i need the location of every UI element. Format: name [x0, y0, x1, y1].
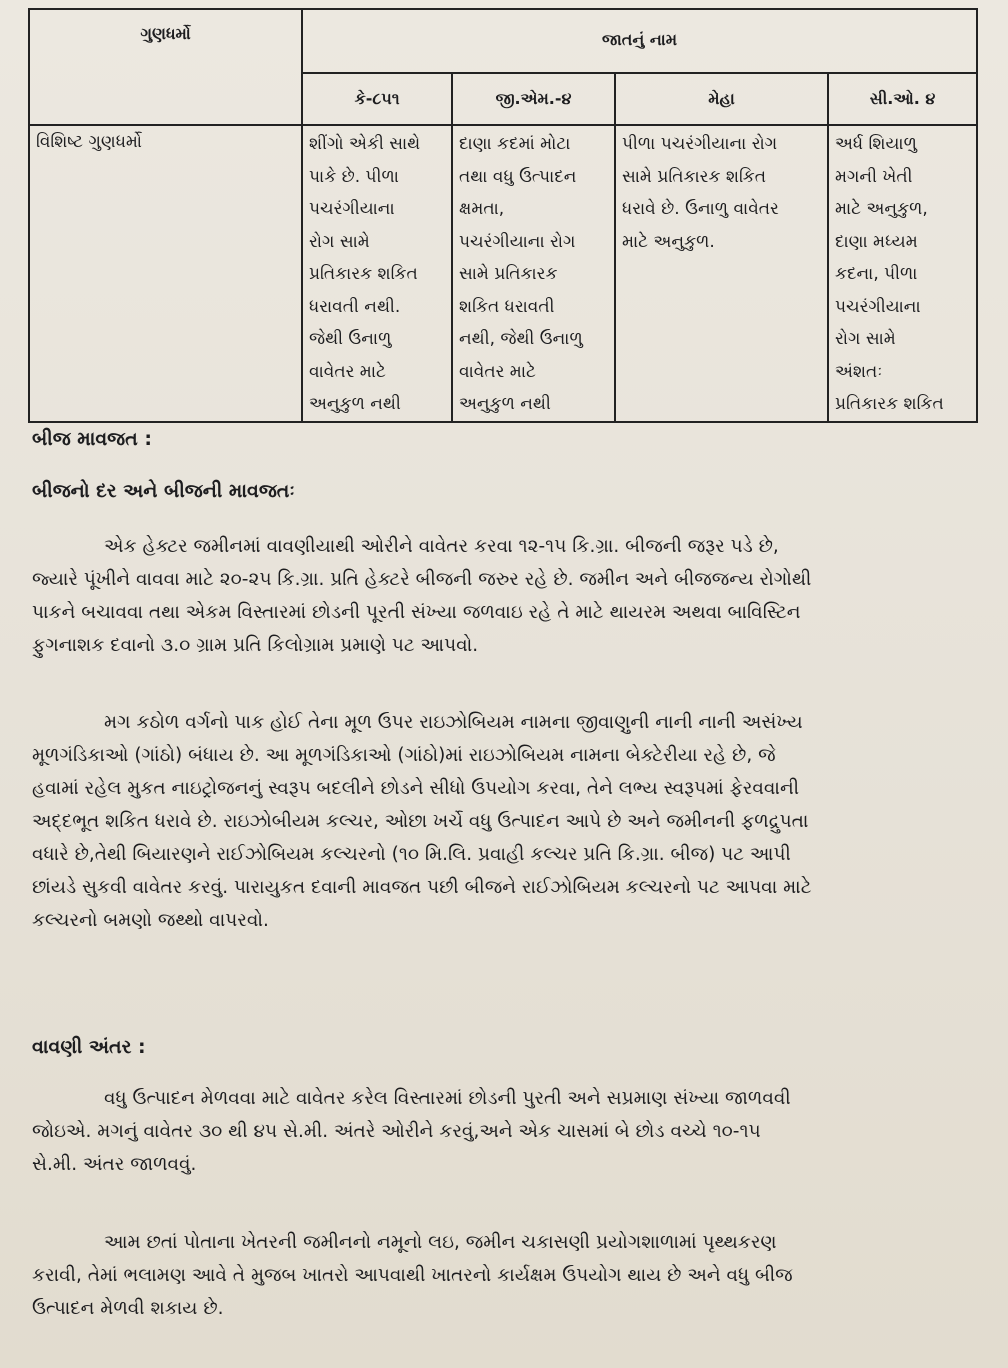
cell-line: નથી, જેથી ઉનાળુ: [459, 329, 583, 349]
paragraph-line: સે.મી. અંતર જાળવવું.: [32, 1154, 197, 1175]
cell-line: પાકે છે. પીળા: [309, 166, 399, 187]
cell-line: પચરંગીયાના: [309, 199, 395, 219]
paragraph-line: વધારે છે,તેથી બિયારણને રાઈઝોબિયમ કલ્ચરનો (૧૦ મિ.લિ. પ્રવાહી કલ્ચર પ્રતિ કિ.ગ્રા. બીજ) પટ આપી: [32, 844, 791, 865]
cell-line: અનુકુળ નથી: [459, 394, 551, 414]
cell-line: અર્ધ શિયાળુ: [835, 134, 917, 154]
paragraph-line: મૂળગંડિકાઓ (ગાંઠો) બંધાય છે. આ મૂળગંડિકાઓ (ગાંઠો)માં રાઇઝોબિયમ નામના બેક્ટેરીયા રહે છે, જે: [32, 745, 776, 766]
variety-cell: [615, 125, 828, 422]
cell-line: માટે અનુકુળ.: [622, 231, 715, 252]
cell-line: વાવેતર માટે: [309, 361, 386, 382]
variety-header: કે-૮૫૧: [302, 73, 452, 125]
cell-line: મગની ખેતી: [835, 166, 913, 187]
cell-line: સામે પ્રતિકારક શકિત: [622, 166, 767, 187]
paragraph-line: કરાવી, તેમાં ભલામણ આવે તે મુજબ ખાતરો આપવાથી ખાતરનો કાર્યક્ષમ ઉપયોગ થાય છે અને વધુ બીજ: [32, 1265, 793, 1286]
section-heading-seed-treatment: બીજ માવજત :: [32, 428, 152, 450]
variety-cell: [302, 125, 452, 422]
paragraph-line: વધુ ઉત્પાદન મેળવવા માટે વાવેતર કરેલ વિસ્તારમાં છોડની પુરતી અને સપ્રમાણ સંખ્યા જાળવવી: [104, 1088, 791, 1109]
cell-line: જેથી ઉનાળુ: [309, 329, 392, 349]
paragraph-line: ફુગનાશક દવાનો ૩.૦ ગ્રામ પ્રતિ કિલોગ્રામ પ્રમાણે પટ આપવો.: [32, 635, 479, 656]
variety-cell: [828, 125, 977, 422]
paragraph-line: છાંયડે સુકવી વાવેતર કરવું. પારાયુકત દવાની માવજત પછી બીજને રાઈઝોબિયમ કલ્ચરનો પટ આપવા માટે: [32, 877, 812, 898]
cell-line: સામે પ્રતિકારક: [459, 264, 558, 284]
variety-cell: [452, 125, 615, 422]
paragraph-line: કલ્ચરનો બમણો જથ્થો વાપરવો.: [32, 910, 269, 931]
row-label: વિશિષ્ટ ગુણધર્મો: [36, 132, 142, 152]
variety-table: [28, 8, 978, 423]
paragraph-rhizobium: [32, 706, 980, 937]
paragraph-line: હવામાં રહેલ મુકત નાઇટ્રોજનનું સ્વરૂપ બદલીને છોડને સીધો ઉપયોગ કરવા, તેને લભ્ય સ્વરૂપમાં ફેરવવાની: [32, 778, 800, 799]
paragraph-seed-rate: [32, 530, 980, 662]
paragraph-line: અદ્દભૂત શકિત ધરાવે છે. રાઇઝોબીયમ કલ્ચર, ઓછા ખર્ચે વધુ ઉત્પાદન આપે છે અને જમીનની ફળદ્રુપતા: [32, 811, 809, 832]
paragraph-line: મગ કઠોળ વર્ગનો પાક હોઈ તેના મૂળ ઉપર રાઇઝોબિયમ નામના જીવાણુની નાની નાની અસંખ્ય: [104, 712, 803, 733]
cell-line: રોગ સામે: [309, 231, 370, 252]
paragraph-line: જ્યારે પૂંખીને વાવવા માટે ૨૦-૨૫ કિ.ગ્રા. પ્રતિ હેક્ટરે બીજની જરુર રહે છે. જમીન અને બીજજન્ય રોગોથી: [32, 569, 812, 590]
header-property: ગુણધર્મો: [29, 9, 302, 125]
paragraph-line: ઉત્પાદન મેળવી શકાય છે.: [32, 1298, 224, 1319]
paragraph-line: જોઇએ. મગનું વાવેતર ૩૦ થી ૪૫ સે.મી. અંતરે ઓરીને કરવું,અને એક ચાસમાં બે છોડ વચ્ચે ૧૦-૧૫: [32, 1121, 761, 1142]
cell-line: દાણા મધ્યમ: [835, 231, 918, 252]
paragraph-soil-testing: [32, 1226, 980, 1325]
cell-line: તથા વધુ ઉત્પાદન: [459, 166, 577, 187]
variety-header: સી.ઓ. ૪: [828, 73, 977, 125]
paragraph-line: એક હેક્ટર જમીનમાં વાવણીયાથી ઓરીને વાવેતર કરવા ૧૨-૧૫ કિ.ગ્રા. બીજની જરૂર પડે છે,: [104, 536, 779, 557]
cell-line: રોગ સામે: [835, 329, 896, 349]
paragraph-line: આમ છતાં પોતાના ખેતરની જમીનનો નમૂનો લઇ, જમીન ચકાસણી પ્રયોગશાળામાં પૃથ્થકરણ: [104, 1232, 777, 1253]
cell-line: પ્રતિકારક શકિત: [309, 264, 418, 284]
cell-line: માટે અનુકુળ,: [835, 199, 928, 219]
cell-line: ક્ષમતા,: [459, 199, 505, 219]
cell-line: પચરંગીયાના રોગ: [459, 231, 576, 252]
cell-line: પચરંગીયાના: [835, 296, 921, 317]
cell-line: ધરાવતી નથી.: [309, 296, 401, 317]
section-heading-sowing-distance: વાવણી અંતર :: [32, 1036, 146, 1058]
cell-line: કદના, પીળા: [835, 264, 918, 284]
cell-line: અંશતઃ: [835, 361, 883, 382]
cell-line: પીળા પચરંગીયાના રોગ: [622, 134, 778, 154]
paragraph-line: પાકને બચાવવા તથા એકમ વિસ્તારમાં છોડની પૂરતી સંખ્યા જળવાઇ રહે તે માટે થાયરમ અથવા બાવિસ્ટિન: [32, 602, 801, 623]
variety-header: જી.એમ.-૪: [452, 73, 615, 125]
header-variety-name: જાતનું નામ: [302, 9, 977, 73]
cell-line: શીંગો એકી સાથે: [309, 134, 421, 154]
cell-line: ધરાવે છે. ઉનાળુ વાવેતર: [622, 199, 779, 219]
row-label-cell: [29, 125, 302, 422]
paragraph-sowing-distance: [32, 1082, 980, 1181]
cell-line: દાણા કદમાં મોટા: [459, 134, 571, 154]
cell-line: વાવેતર માટે: [459, 361, 536, 382]
variety-header: મેહા: [615, 73, 828, 125]
cell-line: શકિત ધરાવતી: [459, 296, 555, 317]
cell-line: અનુકુળ નથી: [309, 394, 401, 414]
cell-line: પ્રતિકારક શકિત: [835, 394, 944, 414]
subheading-seed-rate: બીજનો દર અને બીજની માવજતઃ: [32, 480, 295, 502]
